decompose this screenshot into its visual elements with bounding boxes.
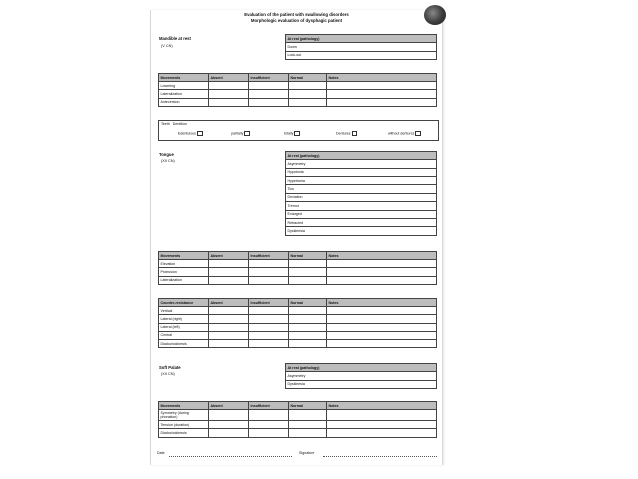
cell[interactable]: [209, 331, 249, 339]
tongue-rest-row[interactable]: Tremor: [286, 202, 437, 210]
tongue-rest-row[interactable]: Hypotonia: [286, 168, 437, 176]
cell[interactable]: [209, 98, 249, 106]
cell[interactable]: [209, 268, 249, 276]
mandible-title: Mandible at rest: [159, 36, 191, 41]
cell[interactable]: [327, 268, 437, 276]
row-label: Anteversion: [159, 98, 209, 106]
row-label: Protrusion: [159, 268, 209, 276]
cell[interactable]: [327, 315, 437, 323]
checkbox[interactable]: [294, 131, 300, 136]
mandible-nerve: (V CN): [161, 44, 173, 48]
tongue-counter-table: [158, 298, 437, 348]
cell[interactable]: [249, 315, 289, 323]
soft-palate-title: Soft Palate: [159, 365, 181, 370]
col-header: Movements: [159, 402, 209, 410]
col-header: Insufficient: [249, 74, 289, 82]
tongue-rest-row[interactable]: Dyskinesia: [286, 227, 437, 235]
cell[interactable]: [327, 323, 437, 331]
form-title: Evaluation of the patient with swallowing disorders: [244, 12, 349, 17]
tongue-rest-row[interactable]: Retracted: [286, 218, 437, 226]
col-header: Insufficient: [249, 299, 289, 307]
dentition-label: Dentition: [172, 122, 187, 126]
cell[interactable]: [327, 82, 437, 90]
tongue-rest-row[interactable]: Hypertonia: [286, 176, 437, 184]
cell[interactable]: [289, 90, 327, 98]
cell[interactable]: [327, 276, 437, 284]
cell[interactable]: [327, 429, 437, 437]
row-label: Vertical: [159, 307, 209, 315]
cell[interactable]: [249, 323, 289, 331]
cell[interactable]: [249, 429, 289, 437]
cell[interactable]: [327, 260, 437, 268]
col-header: Notes: [327, 402, 437, 410]
col-header: Absent: [209, 252, 249, 260]
cell[interactable]: [209, 339, 249, 347]
cell[interactable]: [289, 429, 327, 437]
mandible-rest-table: [285, 34, 437, 60]
tongue-title: Tongue: [159, 152, 174, 157]
cell[interactable]: [249, 82, 289, 90]
date-field[interactable]: [169, 456, 292, 457]
cell[interactable]: [289, 410, 327, 421]
soft-palate-rest-row[interactable]: Dyskinesia: [286, 380, 437, 388]
col-header: Absent: [209, 402, 249, 410]
cell[interactable]: [249, 98, 289, 106]
page-curl-decoration: [424, 5, 446, 25]
mandible-rest-row[interactable]: Down: [286, 43, 437, 51]
col-header: Movements: [159, 74, 209, 82]
option-edentulous[interactable]: Edentulous: [178, 131, 203, 137]
cell[interactable]: [249, 260, 289, 268]
signature-field[interactable]: [323, 456, 437, 457]
cell[interactable]: [327, 90, 437, 98]
cell[interactable]: [249, 339, 289, 347]
row-label: Symmetry (during phonation): [159, 410, 209, 421]
row-label: Central: [159, 331, 209, 339]
soft-palate-rest-table: [285, 363, 437, 389]
cell[interactable]: [209, 421, 249, 429]
col-header: Movements: [159, 252, 209, 260]
row-label: Lowering: [159, 82, 209, 90]
col-header: Insufficient: [249, 252, 289, 260]
option-partially[interactable]: partially: [231, 131, 250, 137]
row-label: Lateralization: [159, 276, 209, 284]
cell[interactable]: [209, 276, 249, 284]
cell[interactable]: [249, 268, 289, 276]
cell[interactable]: [209, 323, 249, 331]
soft-palate-rest-row[interactable]: Asymmetry: [286, 372, 437, 380]
checkbox[interactable]: [415, 131, 421, 136]
cell[interactable]: [327, 98, 437, 106]
col-header: Insufficient: [249, 402, 289, 410]
row-label: Diadochokinesis: [159, 429, 209, 437]
col-header: Absent: [209, 299, 249, 307]
row-label: Lateralization: [159, 90, 209, 98]
tongue-nerve: (XII CN): [161, 159, 175, 163]
cell[interactable]: [327, 339, 437, 347]
col-header: Normal: [289, 252, 327, 260]
cell[interactable]: [289, 331, 327, 339]
cell[interactable]: [249, 276, 289, 284]
checkbox[interactable]: [197, 131, 203, 136]
cell[interactable]: [289, 82, 327, 90]
col-header: Normal: [289, 74, 327, 82]
cell[interactable]: [289, 276, 327, 284]
cell[interactable]: [249, 410, 289, 421]
checkbox[interactable]: [352, 131, 358, 136]
cell[interactable]: [327, 421, 437, 429]
row-label: Lateral (left): [159, 323, 209, 331]
col-header: Normal: [289, 299, 327, 307]
option-totally[interactable]: totally: [284, 131, 300, 137]
cell[interactable]: [289, 268, 327, 276]
cell[interactable]: [209, 82, 249, 90]
tongue-rest-table: [285, 151, 437, 236]
row-label: Diadochokinesis: [159, 339, 209, 347]
tongue-rest-row[interactable]: Asymmetry: [286, 160, 437, 168]
row-label: Elevation: [159, 260, 209, 268]
mandible-rest-header: At rest (pathology): [286, 35, 437, 43]
cell[interactable]: [209, 315, 249, 323]
cell[interactable]: [289, 339, 327, 347]
tongue-rest-row[interactable]: Deviation: [286, 193, 437, 201]
col-header: Notes: [327, 299, 437, 307]
tongue-movements-table: [158, 251, 437, 285]
checkbox[interactable]: [244, 131, 250, 136]
signature-label: Signature: [299, 451, 315, 455]
option-dentures[interactable]: Dentures: [336, 131, 357, 137]
cell[interactable]: [289, 421, 327, 429]
soft-palate-rest-header: At rest (pathology): [286, 364, 437, 372]
cell[interactable]: [289, 315, 327, 323]
soft-palate-movements-table: [158, 401, 437, 438]
cell[interactable]: [209, 410, 249, 421]
soft-palate-nerve: (XII CN): [161, 372, 175, 376]
col-header: Normal: [289, 402, 327, 410]
mandible-movements-table: [158, 73, 437, 107]
col-header: Notes: [327, 252, 437, 260]
tongue-rest-row[interactable]: Tics: [286, 185, 437, 193]
date-label: Date: [157, 451, 165, 455]
cell[interactable]: [289, 307, 327, 315]
cell[interactable]: [209, 307, 249, 315]
cell[interactable]: [209, 429, 249, 437]
cell[interactable]: [209, 90, 249, 98]
row-label: Lateral (right): [159, 315, 209, 323]
cell[interactable]: [289, 260, 327, 268]
cell[interactable]: [289, 323, 327, 331]
tongue-rest-header: At rest (pathology): [286, 152, 437, 160]
option-without-dentures[interactable]: without dentures: [388, 131, 421, 137]
cell[interactable]: [327, 410, 437, 421]
col-header: Absent: [209, 74, 249, 82]
teeth-label: Teeth: [161, 122, 170, 126]
cell[interactable]: [249, 307, 289, 315]
cell[interactable]: [209, 260, 249, 268]
col-header: Notes: [327, 74, 437, 82]
cell[interactable]: [249, 90, 289, 98]
cell[interactable]: [249, 331, 289, 339]
row-label: Tension (duration): [159, 421, 209, 429]
form-page: [150, 10, 443, 465]
col-header: Counter-resistance: [159, 299, 209, 307]
tongue-rest-row[interactable]: Enlarged: [286, 210, 437, 218]
mandible-rest-row[interactable]: Lock-out: [286, 51, 437, 59]
form-subtitle: Morphologic evaluation of dysphagic patient: [250, 18, 343, 23]
cell[interactable]: [327, 331, 437, 339]
cell[interactable]: [289, 98, 327, 106]
cell[interactable]: [327, 307, 437, 315]
cell[interactable]: [249, 421, 289, 429]
